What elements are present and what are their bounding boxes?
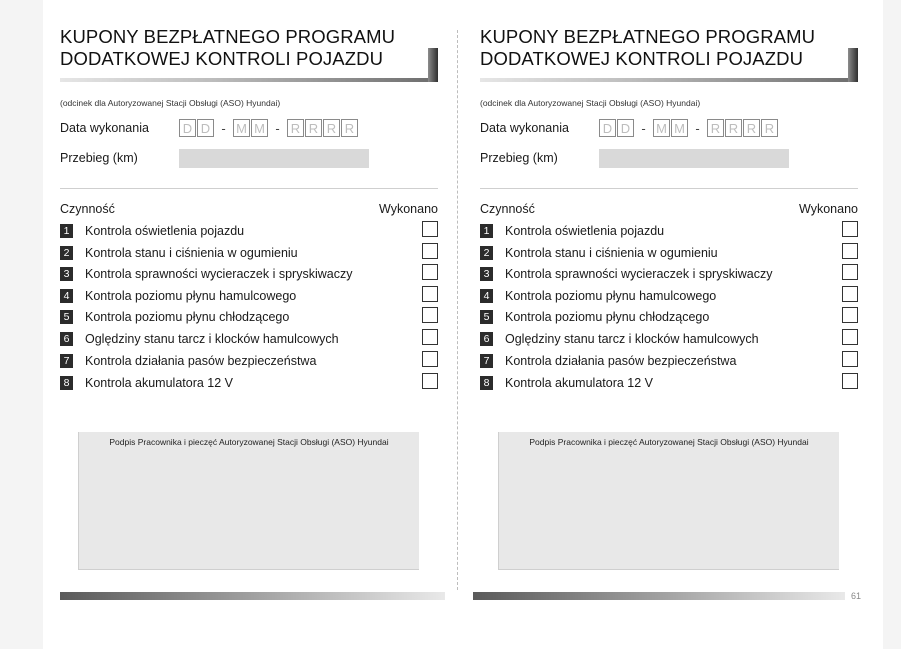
task-number: 8	[480, 376, 493, 390]
section-divider	[480, 188, 858, 189]
footer-bar-right	[473, 592, 845, 600]
task-done-checkbox[interactable]	[422, 373, 438, 389]
date-box-day1[interactable]: D	[599, 119, 616, 137]
task-row	[60, 331, 438, 349]
date-box-year1[interactable]: R	[707, 119, 724, 137]
task-label: Kontrola oświetlenia pojazdu	[505, 224, 665, 238]
date-box-day2[interactable]: D	[617, 119, 634, 137]
task-label: Oględziny stanu tarcz i klocków hamulcowych	[505, 332, 759, 346]
task-row	[60, 353, 438, 371]
date-box-year4[interactable]: R	[341, 119, 358, 137]
task-column-header: Czynność	[60, 202, 115, 216]
task-number: 5	[60, 310, 73, 324]
date-separator: -	[641, 120, 646, 136]
task-column-header: Czynność	[480, 202, 535, 216]
task-row	[480, 353, 858, 371]
task-row	[480, 309, 858, 327]
task-done-checkbox[interactable]	[422, 243, 438, 259]
coupon-title-line1: KUPONY BEZPŁATNEGO PROGRAMU	[60, 26, 396, 47]
task-done-checkbox[interactable]	[842, 329, 858, 345]
task-number: 1	[480, 224, 493, 238]
task-number: 7	[60, 354, 73, 368]
task-label: Kontrola sprawności wycieraczek i spryskiwaczy	[85, 267, 353, 281]
cut-line	[457, 30, 458, 590]
signature-label: Podpis Pracownika i pieczęć Autoryzowanej Stacji Obsługi (ASO) Hyundai	[109, 437, 389, 447]
coupon-subnote: (odcinek dla Autoryzowanej Stacji Obsługi (ASO) Hyundai)	[480, 98, 701, 108]
task-number: 8	[60, 376, 73, 390]
task-done-checkbox[interactable]	[842, 286, 858, 302]
task-done-checkbox[interactable]	[422, 307, 438, 323]
task-row	[480, 331, 858, 349]
task-done-checkbox[interactable]	[842, 351, 858, 367]
task-number: 7	[480, 354, 493, 368]
task-done-checkbox[interactable]	[422, 329, 438, 345]
task-label: Kontrola poziomu płynu chłodzącego	[85, 310, 290, 324]
mileage-label: Przebieg (km)	[480, 151, 558, 165]
task-number: 3	[60, 267, 73, 281]
task-done-checkbox[interactable]	[422, 286, 438, 302]
task-row	[60, 309, 438, 327]
coupon-right	[480, 0, 860, 649]
mileage-label: Przebieg (km)	[60, 151, 138, 165]
page-number: 61	[851, 591, 862, 601]
task-done-checkbox[interactable]	[842, 264, 858, 280]
task-label: Oględziny stanu tarcz i klocków hamulcowych	[85, 332, 339, 346]
date-input[interactable]	[179, 119, 359, 138]
signature-box[interactable]	[498, 432, 839, 570]
task-row	[480, 266, 858, 284]
task-row	[480, 375, 858, 393]
task-label: Kontrola oświetlenia pojazdu	[85, 224, 245, 238]
title-band	[480, 26, 858, 82]
date-separator: -	[221, 120, 226, 136]
task-done-checkbox[interactable]	[422, 351, 438, 367]
coupon-left	[60, 0, 440, 649]
signature-box[interactable]	[78, 432, 419, 570]
task-number: 6	[60, 332, 73, 346]
done-column-header: Wykonano	[379, 202, 438, 216]
task-row	[480, 288, 858, 306]
date-box-year4[interactable]: R	[761, 119, 778, 137]
date-box-day2[interactable]: D	[197, 119, 214, 137]
task-label: Kontrola działania pasów bezpieczeństwa	[505, 354, 737, 368]
done-column-header: Wykonano	[799, 202, 858, 216]
task-number: 4	[60, 289, 73, 303]
task-number: 4	[480, 289, 493, 303]
date-box-month1[interactable]: M	[233, 119, 250, 137]
coupon-title	[480, 26, 850, 70]
task-label: Kontrola akumulatora 12 V	[85, 376, 234, 390]
task-number: 1	[60, 224, 73, 238]
date-box-day1[interactable]: D	[179, 119, 196, 137]
task-number: 5	[480, 310, 493, 324]
date-box-year3[interactable]: R	[743, 119, 760, 137]
title-underbar	[60, 78, 438, 82]
task-label: Kontrola sprawności wycieraczek i spryskiwaczy	[505, 267, 773, 281]
task-row	[60, 288, 438, 306]
task-number: 2	[60, 246, 73, 260]
coupon-title-line1: KUPONY BEZPŁATNEGO PROGRAMU	[480, 26, 816, 47]
task-row	[60, 223, 438, 241]
footer-bar-left	[60, 592, 445, 600]
task-done-checkbox[interactable]	[422, 221, 438, 237]
date-label: Data wykonania	[480, 121, 569, 135]
task-label: Kontrola poziomu płynu hamulcowego	[505, 289, 717, 303]
task-label: Kontrola działania pasów bezpieczeństwa	[85, 354, 317, 368]
task-done-checkbox[interactable]	[842, 373, 858, 389]
mileage-input[interactable]	[179, 149, 369, 168]
coupon-title	[60, 26, 430, 70]
task-done-checkbox[interactable]	[422, 264, 438, 280]
task-label: Kontrola stanu i ciśnienia w ogumieniu	[85, 246, 298, 260]
task-label: Kontrola poziomu płynu hamulcowego	[85, 289, 297, 303]
task-done-checkbox[interactable]	[842, 243, 858, 259]
task-row	[480, 245, 858, 263]
task-number: 3	[480, 267, 493, 281]
task-row	[60, 375, 438, 393]
date-input[interactable]	[599, 119, 779, 138]
title-band	[60, 26, 438, 82]
date-separator: -	[275, 120, 280, 136]
task-label: Kontrola poziomu płynu chłodzącego	[505, 310, 710, 324]
task-label: Kontrola akumulatora 12 V	[505, 376, 654, 390]
task-number: 2	[480, 246, 493, 260]
signature-label: Podpis Pracownika i pieczęć Autoryzowanej Stacji Obsługi (ASO) Hyundai	[529, 437, 809, 447]
task-row	[480, 223, 858, 241]
date-box-year3[interactable]: R	[323, 119, 340, 137]
task-number: 6	[480, 332, 493, 346]
task-done-checkbox[interactable]	[842, 221, 858, 237]
date-box-month1[interactable]: M	[653, 119, 670, 137]
mileage-input[interactable]	[599, 149, 789, 168]
task-done-checkbox[interactable]	[842, 307, 858, 323]
coupon-subnote: (odcinek dla Autoryzowanej Stacji Obsługi (ASO) Hyundai)	[60, 98, 281, 108]
date-box-year2[interactable]: R	[725, 119, 742, 137]
date-box-month2[interactable]: M	[251, 119, 268, 137]
task-row	[60, 266, 438, 284]
date-box-year2[interactable]: R	[305, 119, 322, 137]
coupon-title-line2: DODATKOWEJ KONTROLI POJAZDU	[60, 48, 384, 69]
date-separator: -	[695, 120, 700, 136]
title-underbar	[480, 78, 858, 82]
coupon-title-line2: DODATKOWEJ KONTROLI POJAZDU	[480, 48, 804, 69]
date-box-month2[interactable]: M	[671, 119, 688, 137]
date-label: Data wykonania	[60, 121, 149, 135]
section-divider	[60, 188, 438, 189]
date-box-year1[interactable]: R	[287, 119, 304, 137]
task-row	[60, 245, 438, 263]
task-label: Kontrola stanu i ciśnienia w ogumieniu	[505, 246, 718, 260]
